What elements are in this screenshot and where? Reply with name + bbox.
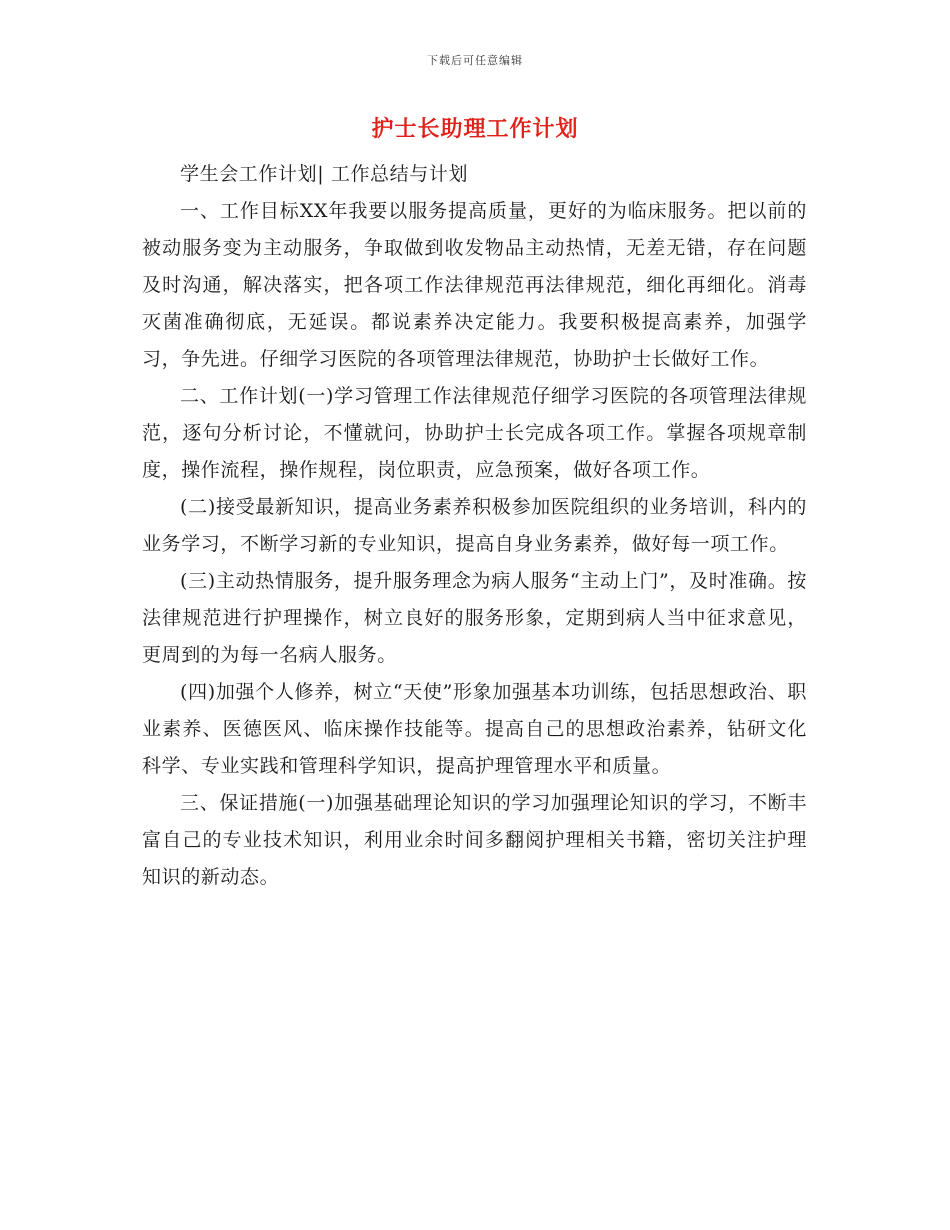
paragraph-plan-1: 二、工作计划(一)学习管理工作法律规范仔细学习医院的各项管理法律规范，逐句分析讨论，不懂就问，协助护士长完成各项工作。掌握各项规章制度，操作流程，操作规程，岗位职责，应急预案，做好各项工作。: [142, 385, 807, 481]
paragraph-plan-4: (四)加强个人修养，树立“天使”形象加强基本功训练，包括思想政治、职业素养、医德医风、临床操作技能等。提高自己的思想政治素养，钻研文化科学、专业实践和管理科学知识，提高护理管理水平和质量。: [142, 681, 807, 777]
paragraph-measures: 三、保证措施(一)加强基础理论知识的学习加强理论知识的学习，不断丰富自己的专业技术知识，利用业余时间多翻阅护理相关书籍，密切关注护理知识的新动态。: [142, 792, 807, 888]
paragraph-plan-3: (三)主动热情服务，提升服务理念为病人服务“主动上门”，及时准确。按法律规范进行护理操作，树立良好的服务形象，定期到病人当中征求意见，更周到的为每一名病人服务。: [142, 570, 807, 666]
header-note: 下载后可任意编辑: [427, 54, 523, 67]
document-title: 护士长助理工作计划: [371, 116, 579, 142]
paragraph-plan-2: (二)接受最新知识，提高业务素养积极参加医院组织的业务培训，科内的业务学习，不断学习新的专业知识，提高自身业务素养，做好每一项工作。: [142, 496, 807, 555]
document-body: [142, 156, 807, 896]
subtitle-line: 学生会工作计划| 工作总结与计划: [180, 163, 469, 185]
paragraph-goal: 一、工作目标XX年我要以服务提高质量，更好的为临床服务。把以前的被动服务变为主动服务，争取做到收发物品主动热情，无差无错，存在问题及时沟通，解决落实，把各项工作法律规范再法律规范，细化再细化。消毒灭菌准确彻底，无延误。都说素养决定能力。我要积极提高素养，加强学习，争先进。仔细学习医院的各项管理法律规范，协助护士长做好工作。: [142, 200, 807, 370]
